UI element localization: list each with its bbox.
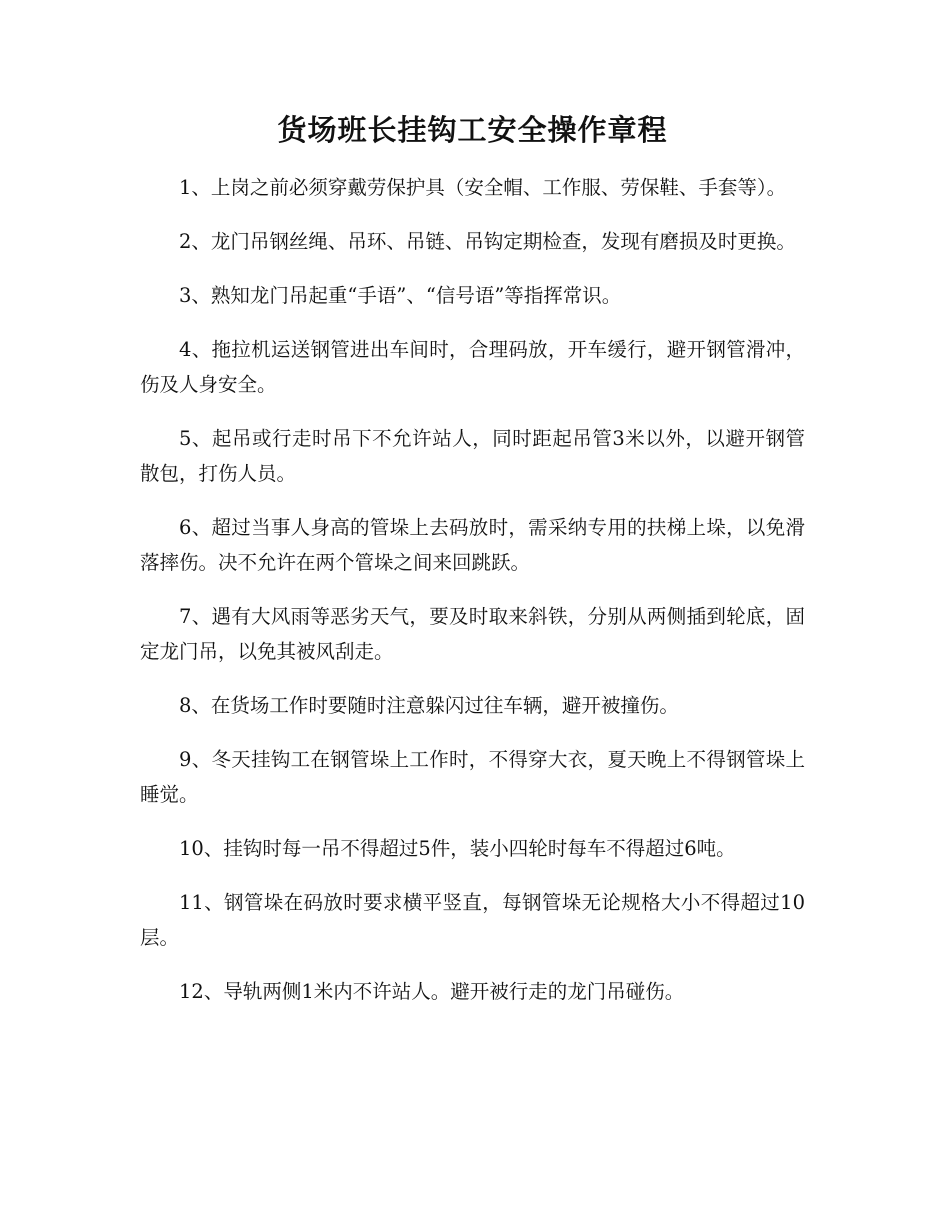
- rule-item-12: 12、导轨两侧1米内不许站人。避开被行走的龙门吊碰伤。: [179, 980, 685, 1003]
- rule-item-6: 6、超过当事人身高的管垛上去码放时，需采纳专用的扶梯上垛，以免滑落摔伤。决不允许在两个管垛之间来回跳跃。: [140, 516, 805, 574]
- rule-item-1: 1、上岗之前必须穿戴劳保护具（安全帽、工作服、劳保鞋、手套等）。: [179, 176, 787, 199]
- rule-item-4: 4、拖拉机运送钢管进出车间时，合理码放，开车缓行，避开钢管滑冲，伤及人身安全。: [140, 338, 805, 396]
- rule-item-5: 5、起吊或行走时吊下不允许站人，同时距起吊管3米以外，以避开钢管散包，打伤人员。: [140, 427, 805, 485]
- rule-item-3: 3、熟知龙门吊起重“手语”、“信号语”等指挥常识。: [179, 284, 622, 307]
- rule-item-8: 8、在货场工作时要随时注意躲闪过往车辆，避开被撞伤。: [179, 694, 679, 717]
- rule-item-10: 10、挂钩时每一吊不得超过5件，装小四轮时每车不得超过6吨。: [179, 837, 736, 860]
- rule-item-2: 2、龙门吊钢丝绳、吊环、吊链、吊钩定期检查，发现有磨损及时更换。: [179, 230, 796, 253]
- rule-item-11: 11、钢管垛在码放时要求横平竖直，每钢管垛无论规格大小不得超过10层。: [140, 891, 805, 949]
- document-page: [140, 110, 805, 1028]
- rule-item-9: 9、冬天挂钩工在钢管垛上工作时，不得穿大衣，夏天晚上不得钢管垛上睡觉。: [140, 748, 805, 806]
- rule-item-7: 7、遇有大风雨等恶劣天气，要及时取来斜铁，分别从两侧插到轮底，固定龙门吊，以免其被风刮走。: [140, 605, 805, 663]
- document-title: 货场班长挂钩工安全操作章程: [277, 113, 668, 147]
- rules-list: [140, 170, 805, 1009]
